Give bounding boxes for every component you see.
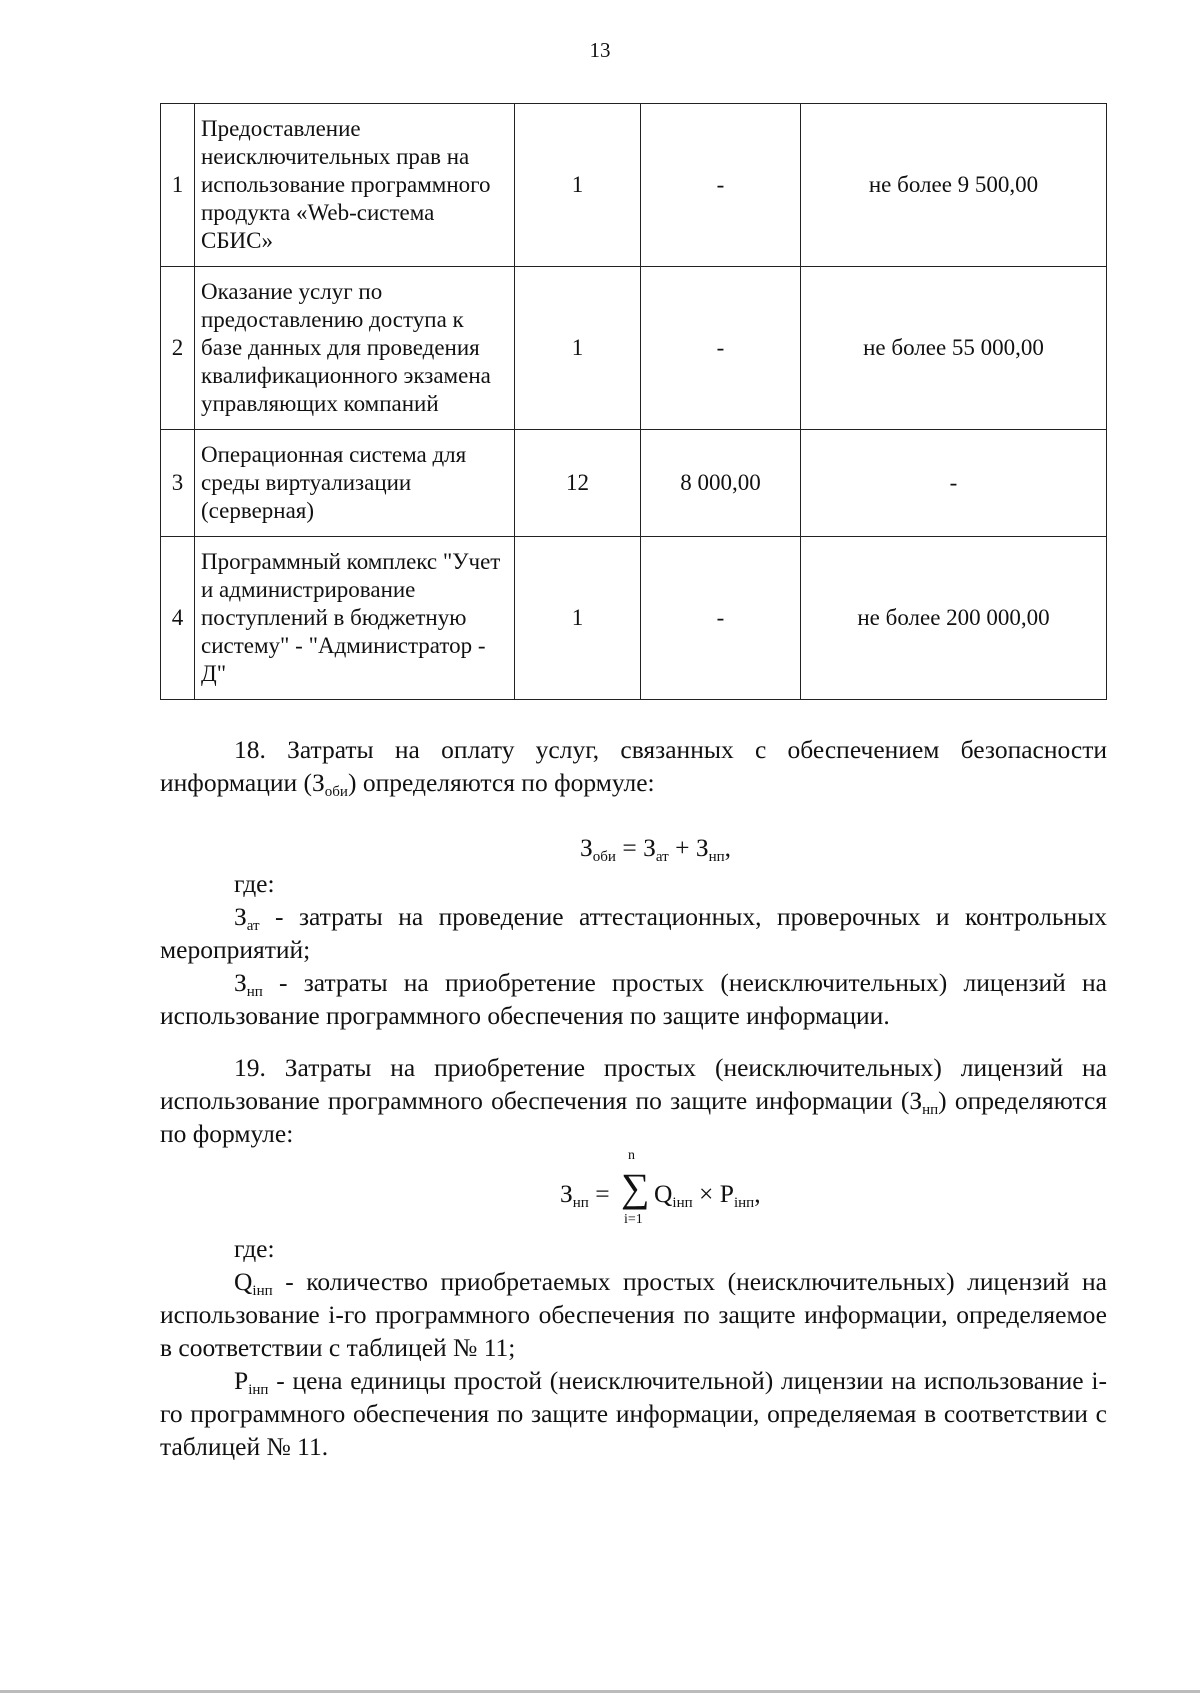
section-19-intro: 19. Затраты на приобретение простых (неисключительных) лицензий на использование программного обеспечения по защите информации $(З_{нп})$ определяются по формуле: [160, 1053, 1107, 1148]
definition-z-at: $З_{ат}$ - затраты на проведение аттестационных, проверочных и контрольных мероприятий; [160, 902, 1107, 964]
row-quantity: 1 [515, 267, 641, 430]
row-quantity: 12 [515, 430, 641, 537]
definition-p-inp: $P_{iнп}$ - цена единицы простой (неисключительной) лицензии на использование i-го программного обеспечения по защите информации, определяемая в соответствии с таблицей № 11. [160, 1366, 1107, 1461]
where-label: где: [234, 1234, 275, 1263]
row-number: 4 [161, 537, 195, 700]
row-max-cost: не более 9 500,00 [801, 104, 1107, 267]
row-price: - [641, 104, 801, 267]
row-quantity: 1 [515, 537, 641, 700]
cost-table [160, 103, 1107, 700]
where-label: где: [234, 869, 275, 898]
row-name: Предоставление неисключительных прав на использование программного продукта «Web-система СБИС» [195, 104, 515, 267]
row-price: - [641, 267, 801, 430]
formula-z-obi: $З_{оби} = З_{ат} + З_{нп}$, [580, 833, 732, 865]
page-bottom-edge [0, 1690, 1200, 1693]
table-row [161, 267, 1107, 430]
table-row [161, 537, 1107, 700]
row-price: 8 000,00 [641, 430, 801, 537]
row-name: Операционная система для среды виртуализации (серверная) [195, 430, 515, 537]
page-number: 13 [589, 38, 611, 62]
row-max-cost: не более 200 000,00 [801, 537, 1107, 700]
definition-q-inp: $Q_{iнп}$ - количество приобретаемых простых (неисключительных) лицензий на использование i-го программного обеспечения по защите информации, определяемое в соответствии с таблицей № 11; [160, 1267, 1107, 1362]
section-18-intro: 18. Затраты на оплату услуг, связанных с обеспечением безопасности информации $(З_{оби})$ определяются по формуле: [160, 735, 1107, 800]
section-18-definitions [160, 867, 1107, 1032]
row-name: Программный комплекс "Учет и администрирование поступлений в бюджетную систему" - "Администратор - Д" [195, 537, 515, 700]
row-number: 1 [161, 104, 195, 267]
row-max-cost: не более 55 000,00 [801, 267, 1107, 430]
row-max-cost: - [801, 430, 1107, 537]
row-name: Оказание услуг по предоставлению доступа к базе данных для проведения квалификационного экзамена управляющих компаний [195, 267, 515, 430]
row-number: 2 [161, 267, 195, 430]
row-price: - [641, 537, 801, 700]
table-row [161, 430, 1107, 537]
sum-icon: n ∑ i=1 [620, 1148, 650, 1227]
row-number: 3 [161, 430, 195, 537]
formula-z-np: $З_{нп}$ = n ∑ i=1 $Q_{iнп} \times P_{iнп}$, [560, 1148, 761, 1227]
table-row [161, 104, 1107, 267]
section-19-definitions [160, 1232, 1107, 1463]
row-quantity: 1 [515, 104, 641, 267]
definition-z-np: $З_{нп}$ - затраты на приобретение простых (неисключительных) лицензий на использование программного обеспечения по защите информации. [160, 968, 1107, 1030]
